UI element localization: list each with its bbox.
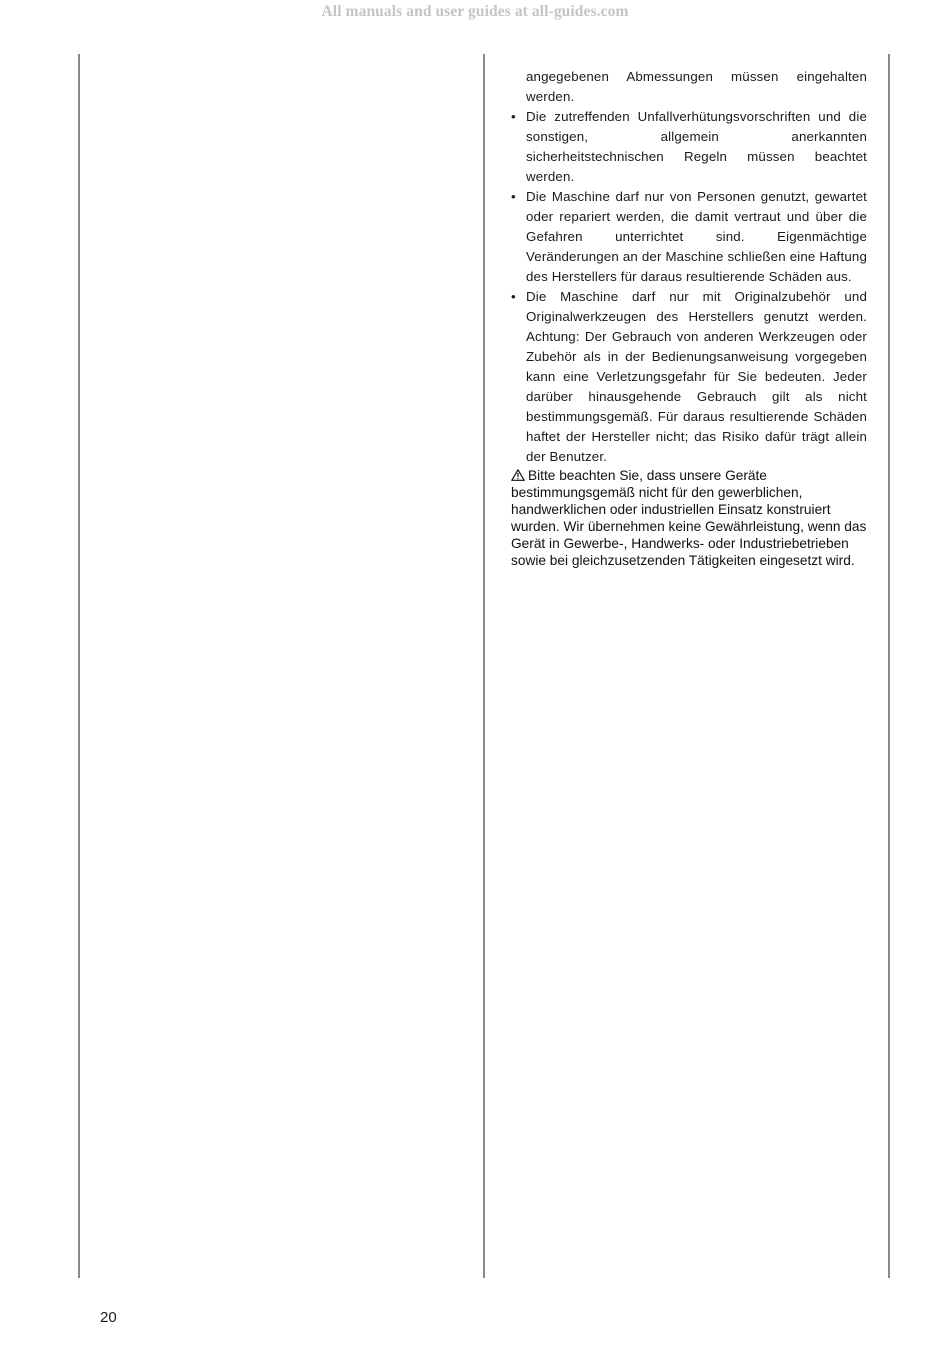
notice-text: Bitte beachten Sie, dass unsere Geräte bestimmungsgemäß nicht für den gewerblichen, handwerklichen oder industriellen Einsatz konstruiert wurden. Wir übernehmen keine Gewährleistung, wenn das Gerät in Gewerbe-, Handwerks- oder Industriebetrieben sowie bei gleichzusetzenden Tätigkeiten eingesetzt wird. — [511, 468, 867, 568]
bullet-icon: • — [511, 289, 516, 304]
list-item-text: Die Maschine darf nur mit Originalzubehör und Originalwerkzeugen des Herstellers genutzt werden. Achtung: Der Gebrauch von anderen Werkzeugen oder Zubehör als in der Bedienungsanweisung vorgegeben kann eine Verletzungsgefahr für Sie bedeuten. Jeder darüber hinausgehende Gebrauch gilt als nicht bestimmungsgemäß. Für daraus resultierende Schäden haftet der Hersteller nicht; das Risiko dafür trägt allein der Benutzer. — [526, 289, 867, 464]
middle-column-rule — [483, 54, 485, 1278]
right-text-column — [511, 67, 867, 583]
list-item-text: Die Maschine darf nur von Personen genutzt, gewartet oder repariert werden, die damit vertraut und über die Gefahren unterrichtet sind. Eigenmächtige Veränderungen an der Maschine schließen eine Haftung des Herstellers für daraus resultierende Schäden aus. — [526, 189, 867, 284]
left-column-rule — [78, 54, 80, 1278]
list-item-text: Die zutreffenden Unfallverhütungsvorschriften und die sonstigen, allgemein anerkannten sicherheitstechnischen Regeln müssen beachtet werden. — [526, 109, 867, 184]
page-number: 20 — [100, 1309, 117, 1326]
continuation-paragraph: angegebenen Abmessungen müssen eingehalten werden. — [526, 69, 867, 104]
bullet-icon: • — [511, 189, 516, 204]
right-column-rule — [888, 54, 890, 1278]
bullet-icon: • — [511, 109, 516, 124]
list-item — [511, 107, 867, 187]
list-item — [511, 287, 867, 467]
watermark-header: All manuals and user guides at all-guides.com — [321, 3, 629, 20]
commercial-use-notice — [511, 467, 867, 569]
safety-bullet-list — [511, 107, 867, 467]
list-item — [511, 187, 867, 287]
warning-triangle-icon — [511, 469, 525, 481]
